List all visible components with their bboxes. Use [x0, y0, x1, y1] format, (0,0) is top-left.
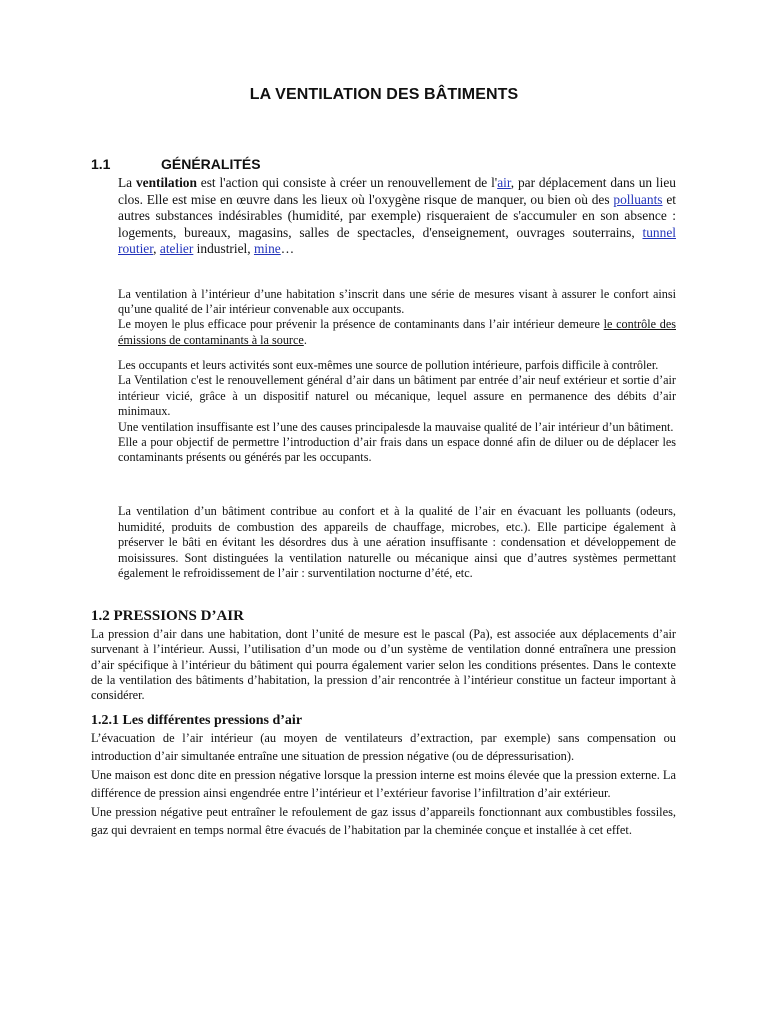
- intro-paragraph: [118, 175, 676, 258]
- paragraph-confort-line2: Le moyen le plus efficace pour prévenir la présence de contaminants dans l’air intérieur demeure: [118, 317, 604, 332]
- section-number: 1.1: [91, 156, 111, 172]
- intro-text-1: est l'action qui consiste à créer un renouvellement de l': [196, 175, 498, 190]
- intro-text-2: , par déplacement dans un lieu clos. Elle est mise en œuvre dans les lieux où l'oxygène risque de manquer, ou bien où des: [118, 175, 676, 207]
- paragraph-occupants-d: Elle a pour objectif de permettre l’introduction d’air frais dans un espace donné afin de diluer ou de déplacer les contaminants présents ou générés par les occupants.: [118, 435, 676, 465]
- paragraph-occupants: [118, 358, 676, 466]
- paragraph-occupants-a: Les occupants et leurs activités sont eux-mêmes une source de pollution intérieure, parfois difficile à contrôler.: [118, 358, 659, 372]
- section-title-initial: P: [113, 608, 123, 624]
- ventilation-term: ventilation: [135, 175, 197, 190]
- link-air[interactable]: air: [497, 175, 511, 190]
- paragraph-occupants-c: Une ventilation insuffisante est l’une des causes principalesde la mauvaise qualité de l’air intérieur d’un bâtiment.: [118, 419, 674, 434]
- section-number: 1.2: [91, 608, 110, 624]
- paragraph-confort-qualite: La ventilation d’un bâtiment contribue au confort et à la qualité de l’air en évacuant les polluants (odeurs, humidité, produits de combustion des appareils de chauffage, microbes, etc.). Elle participe également à préserver le bâti en évitant les désordres dus à une aération insuffisante : condensation et développement de moisissures. Sont distinguées la ventilation naturelle ou mécanique ainsi que d’autres systèmes permettant également le refroidissement de l’air : surventilation nocturne d’été, etc.: [118, 504, 676, 581]
- subsection-body: [91, 729, 676, 839]
- intro-text-5: industriel,: [193, 241, 254, 257]
- paragraph-occupants-b: La Ventilation c'est le renouvellement général d’air dans un bâtiment par entrée d’air neuf extérieur et sortie d’air intérieur vicié, grâce à un dispositif naturel ou mécanique, lequel assure en permanence des débits d’air minimaux.: [118, 373, 676, 419]
- subsection-paragraph-3: Une pression négative peut entraîner le refoulement de gaz issus d’appareils fonctionnant aux combustibles fossiles, gaz qui devraient en temps normal être évacués de l’habitation par la cheminée conçue et installée à cet effet.: [91, 804, 676, 837]
- paragraph-confort: [118, 287, 676, 348]
- intro-text-end: …: [280, 241, 295, 257]
- link-tunnel-routier[interactable]: tunnel routier: [118, 224, 676, 257]
- intro-text-4: ,: [153, 241, 160, 257]
- section-title: GÉNÉRALITÉS: [161, 156, 261, 172]
- subsection-paragraph-1: L’évacuation de l’air intérieur (au moyen de ventilateurs d’extraction, par exemple) sans compensation ou introduction d’air simultanée entraîne une situation de pression négative (ou de dépressurisation).: [91, 731, 676, 764]
- subsection-paragraph-2: Une maison est donc dite en pression négative lorsque la pression interne est moins élevée que la pression externe. La différence de pression ainsi engendrée entre l’intérieur et l’extérieur favorise l’infiltration d’air extérieur.: [91, 767, 676, 801]
- intro-text-start: La: [118, 175, 136, 190]
- intro-text-3: et autres substances indésirables (humidité, par exemple) risqueraient de s'accumuler en son absence : logements, bureaux, magasins, salles de spectacles, d'enseignement, ouvrages souterrains,: [118, 191, 677, 240]
- link-polluants[interactable]: polluants: [613, 191, 663, 207]
- section-heading-generalites: [91, 156, 261, 172]
- link-atelier[interactable]: atelier: [159, 241, 194, 257]
- document-title: LA VENTILATION DES BÂTIMENTS: [249, 86, 519, 103]
- section-heading-pressions: [91, 608, 244, 625]
- link-mine[interactable]: mine: [253, 241, 281, 257]
- paragraph-confort-end: .: [303, 332, 307, 347]
- paragraph-confort-line1: La ventilation à l’intérieur d’une habitation s’inscrit dans une série de mesures visant à assurer le confort ainsi qu’une qualité de l’air intérieur convenable aux occupants.: [118, 287, 676, 317]
- paragraph-pression: La pression d’air dans une habitation, dont l’unité de mesure est le pascal (Pa), est associée aux déplacements d’air survenant à l’intérieur. Aussi, l’utilisation d’un mode ou d’un système de ventilation donné entraînera une pression d’air spécifique à l’intérieur du bâtiment qui pourra également varier selon les conditions présentes. Dans le contexte de la ventilation des bâtiments d’habitation, la pression d’air rencontrée à l’intérieur constitue un facteur important à considérer.: [91, 627, 676, 703]
- subsection-heading: 1.2.1 Les différentes pressions d’air: [91, 713, 303, 728]
- section-title-rest: RESSIONS D’AIR: [122, 608, 244, 624]
- underlined-text: le contrôle des émissions de contaminants à la source: [118, 317, 676, 347]
